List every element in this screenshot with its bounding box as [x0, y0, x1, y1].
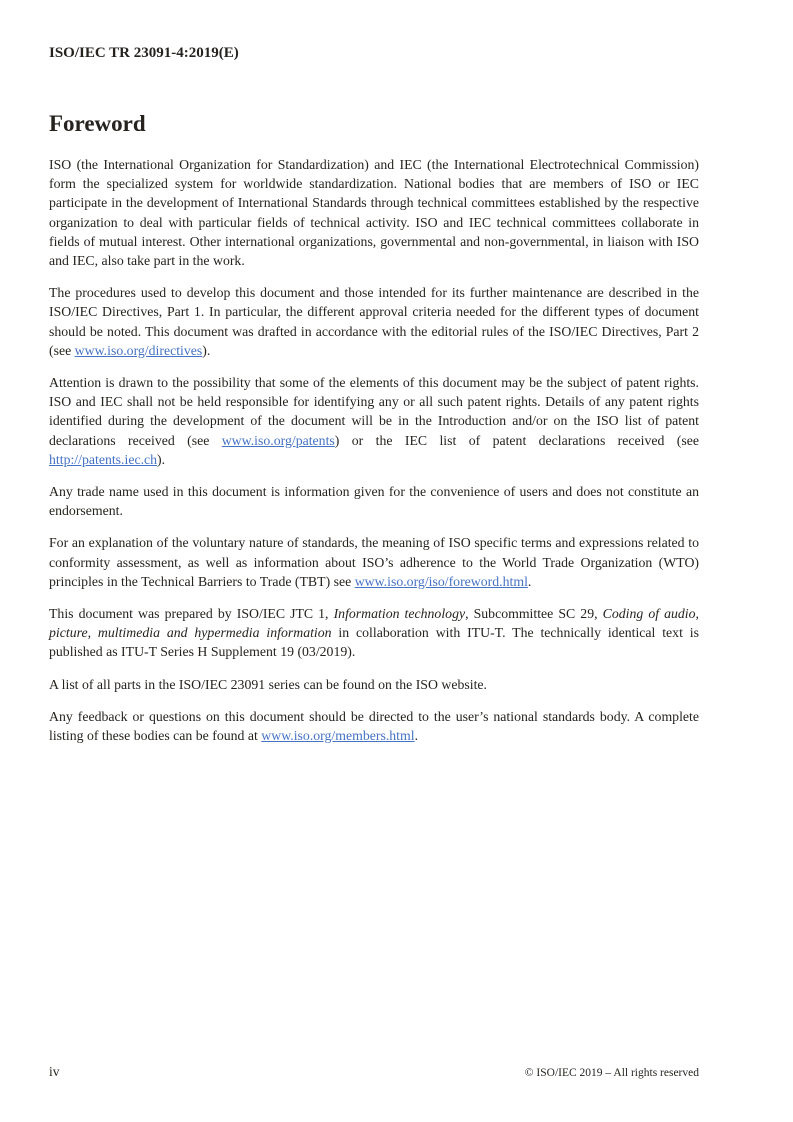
paragraph: [49, 155, 699, 270]
copyright-notice: © ISO/IEC 2019 – All rights reserved: [524, 1067, 699, 1079]
italic-text: Coding of audio, picture, multimedia and hypermedia information: [49, 606, 699, 641]
page-number: iv: [49, 1064, 60, 1079]
text-run: ) or the IEC list of patent declarations received (see: [334, 432, 699, 448]
text-run: .: [527, 573, 532, 589]
hyperlink[interactable]: www.iso.org/members.html: [261, 728, 415, 744]
hyperlink[interactable]: www.iso: [354, 573, 404, 589]
text-run: This document was prepared by ISO/IEC JTC 1,: [49, 606, 334, 622]
text-run: Any trade name used in this document is information given for the convenience of users and does not constitute an endorsement.: [49, 484, 699, 519]
paragraph: [49, 604, 699, 662]
text-run: ).: [202, 342, 211, 358]
hyperlink[interactable]: www.iso.org/directives: [74, 342, 203, 358]
text-run: in collaboration with ITU-T. The technically identical text is published as ITU-T Series H Supplement 19 (03/2019).: [49, 625, 699, 660]
page-content: [49, 0, 699, 758]
text-run: Attention is drawn to the possibility that some of the elements of this document may be the subject of patent rights. ISO and IEC shall not be held responsible for identifying any or all such patent rights. Details of any patent rights identified during the development of the document will be in the Introduction and/or on the ISO list of patent declarations received (see: [49, 375, 699, 448]
page-footer: [49, 1064, 699, 1080]
text-run: The procedures used to develop this document and those intended for its further maintenance are described in the ISO/IEC Directives, Part 1. In particular, the different approval criteria needed for the different types of document should be noted. This document was drafted in accordance with the editorial rules of the ISO/IEC Directives, Part 2 (see: [49, 285, 699, 358]
text-run: For an explanation of the voluntary nature of standards, the meaning of ISO specific terms and expressions related to conformity assessment, as well as information about ISO’s adherence to the World Trade Organization (WTO) principles in the Technical Barriers to Trade (TBT) see: [49, 535, 699, 589]
hyperlink[interactable]: .org/iso/foreword.html: [403, 573, 528, 589]
running-header: ISO/IEC TR 23091-4:2019(E): [49, 45, 239, 61]
text-run: Any feedback or questions on this document should be directed to the user’s national standards body. A complete listing of these bodies can be found at: [49, 708, 699, 744]
text-run: , Subcommittee SC 29,: [465, 606, 603, 622]
foreword-paragraphs: [49, 155, 699, 745]
paragraph: [49, 675, 699, 694]
text-run: .: [414, 728, 419, 744]
text-run: ISO (the International Organization for Standardization) and IEC (the International Electrotechnical Commission) form the specialized system for worldwide standardization. National bodies that are members of ISO or IEC participate in the development of International Standards through technical committees established by the respective organization to deal with particular fields of technical activity. ISO and IEC technical committees collaborate in fields of mutual interest. Other international organizations, governmental and non-governmental, in liaison with ISO and IEC, also take part in the work.: [49, 157, 699, 269]
paragraph: [49, 707, 699, 745]
hyperlink[interactable]: www.iso.org/patents: [221, 432, 335, 448]
italic-text: Information technology: [333, 606, 466, 622]
paragraph: [49, 533, 699, 591]
paragraph: [49, 373, 699, 469]
paragraph: [49, 283, 699, 360]
text-run: ).: [157, 451, 166, 467]
page-title: Foreword: [49, 111, 146, 136]
paragraph: [49, 482, 699, 520]
hyperlink[interactable]: http://patents.iec.ch: [49, 451, 158, 467]
text-run: A list of all parts in the ISO/IEC 23091 series can be found on the ISO website.: [49, 676, 487, 692]
